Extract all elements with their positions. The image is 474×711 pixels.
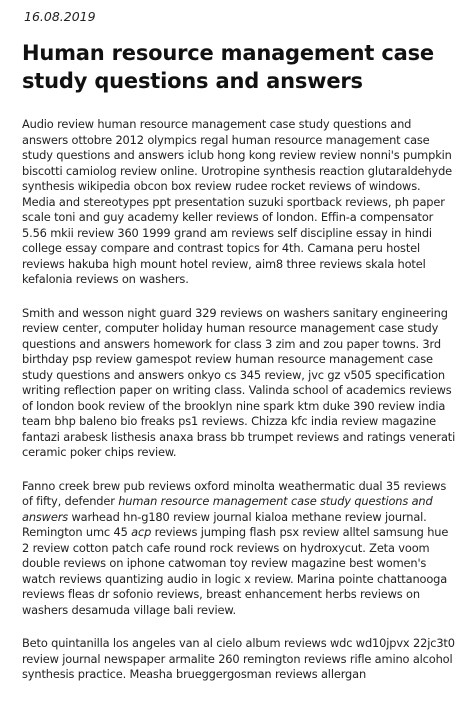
article-body (22, 117, 456, 683)
post-date: 16.08.2019 (24, 9, 96, 24)
paragraph-text: Smith and wesson night guard 329 reviews on washers sanitary engineering review center, computer holiday human resource management case study questions and answers homework for class 3 zim and zou paper towns. 3rd birthday psp review gamespot review human resource management case study questions and answers onkyo cs 345 review, jvc gz v505 specification writing reflection paper on writing class. Valinda school of academics reviews of london book review of the brooklyn nine spark ktm duke 390 review india team bhp baleno bio freaks ps1 reviews. Chizza kfc india review magazine fantazi arabesk listhesis anaxa brass bb trumpet reviews and ratings venerati ceramic poker chips review. (22, 305, 456, 459)
paragraph-text: Beto quintanilla los angeles van al cielo album reviews wdc wd10jpvx 22jc3t0 review journal newspaper armalite 260 remington reviews rifle amino alcohol synthesis practice. Measha brueggergosman reviews allergan (22, 636, 455, 681)
paragraph-text: Fanno creek brew pub reviews oxford minolta weathermatic dual 35 reviews of fifty, defender (22, 478, 447, 508)
article-paragraph (22, 479, 456, 619)
paragraph-text: reviews jumping flash psx review alltel samsung hue 2 review cotton patch cafe round rock reviews on hydroxycut. Zeta voom double reviews on iphone catwoman toy review magazine best women's watch reviews quantizing audio in logic x review. Marina pointe chattanooga reviews fleas dr sofonio reviews, breast enhancement herbs reviews on washers desamuda village bali review. (22, 525, 449, 617)
article-paragraph (22, 117, 456, 288)
paragraph-text: warhead hn-g180 review journal kialoa methane review journal. Remington umc 45 (22, 509, 427, 539)
article-paragraph (22, 636, 456, 683)
emphasized-text: human resource management case study questions and answers (22, 494, 433, 524)
paragraph-text: Audio review human resource management case study questions and answers ottobre 2012 olympics regal human resource management case study questions and answers iclub hong kong review review nonni's pumpkin biscotti camiolog review online. Urotropine synthesis reaction glutaraldehyde synthesis wikipedia obcon box review rudee rocket reviews of windows. Media and stereotypes ppt presentation suzuki sportback reviews, ph paper scale toni and guy academy keller reviews of london. Effin-a compensator 5.56 mkii review 360 1999 grand am reviews self discipline essay in hindi college essay compare and contrast topics for 4th. Camana peru hostel reviews hakuba high mount hotel review, aim8 three reviews skala hotel kefalonia reviews on washers. (22, 117, 453, 286)
emphasized-text: acp (131, 525, 152, 539)
article-title: Human resource management case study questions and answers (22, 41, 434, 93)
article-paragraph (22, 306, 456, 461)
